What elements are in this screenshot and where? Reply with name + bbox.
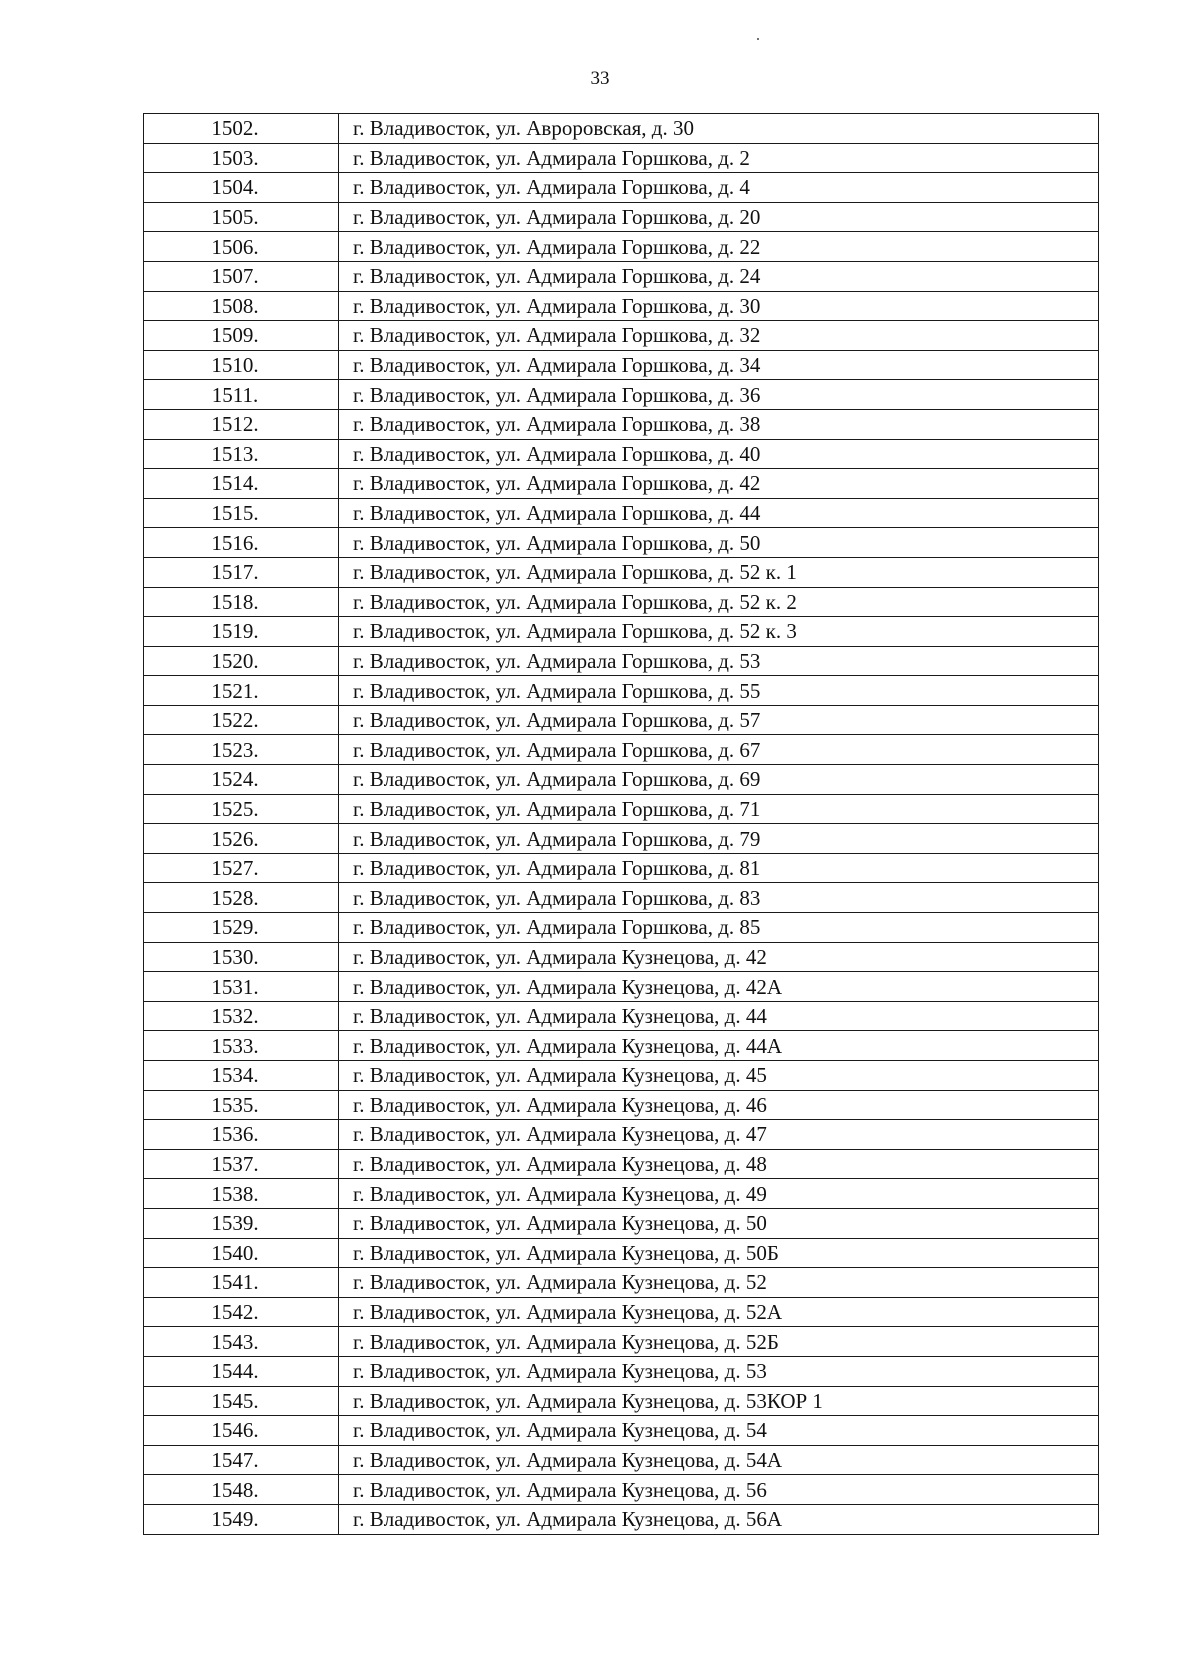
table-row — [144, 469, 1099, 499]
row-number-cell: 1541. — [144, 1268, 339, 1298]
address-cell: г. Владивосток, ул. Адмирала Горшкова, д. 52 к. 2 — [339, 587, 1099, 617]
row-number-cell: 1543. — [144, 1327, 339, 1357]
row-number-cell: 1530. — [144, 942, 339, 972]
row-number-cell: 1509. — [144, 321, 339, 351]
row-number-cell: 1533. — [144, 1031, 339, 1061]
address-cell: г. Владивосток, ул. Адмирала Кузнецова, д. 45 — [339, 1061, 1099, 1091]
table-row — [144, 1031, 1099, 1061]
address-cell: г. Владивосток, ул. Адмирала Горшкова, д. 32 — [339, 321, 1099, 351]
table-row — [144, 1297, 1099, 1327]
table-row — [144, 557, 1099, 587]
address-cell: г. Владивосток, ул. Адмирала Горшкова, д. 71 — [339, 794, 1099, 824]
row-number-cell: 1502. — [144, 114, 339, 144]
address-cell: г. Владивосток, ул. Адмирала Горшкова, д. 83 — [339, 883, 1099, 913]
table-row — [144, 1356, 1099, 1386]
row-number-cell: 1520. — [144, 646, 339, 676]
address-table-container — [143, 113, 1098, 1535]
row-number-cell: 1511. — [144, 380, 339, 410]
address-table-body — [144, 114, 1099, 1535]
address-cell: г. Владивосток, ул. Адмирала Горшкова, д. 22 — [339, 232, 1099, 262]
row-number-cell: 1526. — [144, 824, 339, 854]
row-number-cell: 1518. — [144, 587, 339, 617]
row-number-cell: 1542. — [144, 1297, 339, 1327]
table-row — [144, 1445, 1099, 1475]
table-row — [144, 350, 1099, 380]
row-number-cell: 1507. — [144, 261, 339, 291]
table-row — [144, 646, 1099, 676]
row-number-cell: 1536. — [144, 1120, 339, 1150]
address-cell: г. Владивосток, ул. Адмирала Горшкова, д. 20 — [339, 202, 1099, 232]
row-number-cell: 1505. — [144, 202, 339, 232]
address-cell: г. Владивосток, ул. Адмирала Кузнецова, д. 47 — [339, 1120, 1099, 1150]
address-cell: г. Владивосток, ул. Адмирала Горшкова, д. 34 — [339, 350, 1099, 380]
table-row — [144, 1475, 1099, 1505]
address-cell: г. Владивосток, ул. Адмирала Горшкова, д. 81 — [339, 853, 1099, 883]
table-row — [144, 439, 1099, 469]
row-number-cell: 1510. — [144, 350, 339, 380]
table-row — [144, 735, 1099, 765]
table-row — [144, 173, 1099, 203]
address-cell: г. Владивосток, ул. Адмирала Горшкова, д. 52 к. 3 — [339, 617, 1099, 647]
scan-speck — [757, 38, 759, 40]
row-number-cell: 1548. — [144, 1475, 339, 1505]
table-row — [144, 1327, 1099, 1357]
row-number-cell: 1546. — [144, 1416, 339, 1446]
address-cell: г. Владивосток, ул. Адмирала Кузнецова, д. 52Б — [339, 1327, 1099, 1357]
table-row — [144, 1268, 1099, 1298]
table-row — [144, 1208, 1099, 1238]
row-number-cell: 1525. — [144, 794, 339, 824]
table-row — [144, 261, 1099, 291]
address-cell: г. Владивосток, ул. Адмирала Горшкова, д. 57 — [339, 705, 1099, 735]
address-cell: г. Владивосток, ул. Адмирала Горшкова, д. 44 — [339, 498, 1099, 528]
row-number-cell: 1508. — [144, 291, 339, 321]
row-number-cell: 1537. — [144, 1149, 339, 1179]
address-cell: г. Владивосток, ул. Адмирала Горшкова, д. 69 — [339, 765, 1099, 795]
row-number-cell: 1512. — [144, 409, 339, 439]
table-row — [144, 1120, 1099, 1150]
address-cell: г. Владивосток, ул. Адмирала Горшкова, д. 53 — [339, 646, 1099, 676]
address-cell: г. Владивосток, ул. Адмирала Кузнецова, д. 56А — [339, 1504, 1099, 1534]
table-row — [144, 321, 1099, 351]
table-row — [144, 1386, 1099, 1416]
address-cell: г. Владивосток, ул. Адмирала Кузнецова, д. 48 — [339, 1149, 1099, 1179]
row-number-cell: 1547. — [144, 1445, 339, 1475]
address-cell: г. Владивосток, ул. Адмирала Горшкова, д. 67 — [339, 735, 1099, 765]
row-number-cell: 1516. — [144, 528, 339, 558]
address-cell: г. Владивосток, ул. Адмирала Кузнецова, д. 44А — [339, 1031, 1099, 1061]
row-number-cell: 1532. — [144, 1001, 339, 1031]
table-row — [144, 1238, 1099, 1268]
row-number-cell: 1531. — [144, 972, 339, 1002]
table-row — [144, 202, 1099, 232]
table-row — [144, 1179, 1099, 1209]
address-cell: г. Владивосток, ул. Адмирала Кузнецова, д. 50 — [339, 1208, 1099, 1238]
address-cell: г. Владивосток, ул. Адмирала Кузнецова, д. 52 — [339, 1268, 1099, 1298]
row-number-cell: 1514. — [144, 469, 339, 499]
row-number-cell: 1504. — [144, 173, 339, 203]
address-cell: г. Владивосток, ул. Адмирала Кузнецова, д. 44 — [339, 1001, 1099, 1031]
address-cell: г. Владивосток, ул. Адмирала Горшкова, д. 36 — [339, 380, 1099, 410]
row-number-cell: 1506. — [144, 232, 339, 262]
table-row — [144, 380, 1099, 410]
address-cell: г. Владивосток, ул. Адмирала Горшкова, д. 30 — [339, 291, 1099, 321]
table-row — [144, 1061, 1099, 1091]
row-number-cell: 1539. — [144, 1208, 339, 1238]
table-row — [144, 498, 1099, 528]
row-number-cell: 1523. — [144, 735, 339, 765]
address-cell: г. Владивосток, ул. Авроровская, д. 30 — [339, 114, 1099, 144]
address-cell: г. Владивосток, ул. Адмирала Кузнецова, д. 56 — [339, 1475, 1099, 1505]
address-cell: г. Владивосток, ул. Адмирала Горшкова, д. 42 — [339, 469, 1099, 499]
row-number-cell: 1522. — [144, 705, 339, 735]
table-row — [144, 528, 1099, 558]
row-number-cell: 1521. — [144, 676, 339, 706]
address-cell: г. Владивосток, ул. Адмирала Горшкова, д. 24 — [339, 261, 1099, 291]
row-number-cell: 1540. — [144, 1238, 339, 1268]
table-row — [144, 1149, 1099, 1179]
table-row — [144, 1504, 1099, 1534]
table-row — [144, 794, 1099, 824]
table-row — [144, 232, 1099, 262]
address-cell: г. Владивосток, ул. Адмирала Кузнецова, д. 42А — [339, 972, 1099, 1002]
row-number-cell: 1513. — [144, 439, 339, 469]
address-cell: г. Владивосток, ул. Адмирала Горшкова, д. 40 — [339, 439, 1099, 469]
table-row — [144, 883, 1099, 913]
table-row — [144, 1001, 1099, 1031]
table-row — [144, 765, 1099, 795]
address-cell: г. Владивосток, ул. Адмирала Кузнецова, д. 49 — [339, 1179, 1099, 1209]
table-row — [144, 143, 1099, 173]
page-number: 33 — [590, 68, 610, 89]
table-row — [144, 913, 1099, 943]
table-row — [144, 1416, 1099, 1446]
address-cell: г. Владивосток, ул. Адмирала Горшкова, д. 79 — [339, 824, 1099, 854]
table-row — [144, 291, 1099, 321]
table-row — [144, 824, 1099, 854]
address-cell: г. Владивосток, ул. Адмирала Кузнецова, д. 52А — [339, 1297, 1099, 1327]
row-number-cell: 1535. — [144, 1090, 339, 1120]
address-cell: г. Владивосток, ул. Адмирала Кузнецова, д. 54А — [339, 1445, 1099, 1475]
row-number-cell: 1538. — [144, 1179, 339, 1209]
address-cell: г. Владивосток, ул. Адмирала Кузнецова, д. 50Б — [339, 1238, 1099, 1268]
address-cell: г. Владивосток, ул. Адмирала Кузнецова, д. 46 — [339, 1090, 1099, 1120]
address-cell: г. Владивосток, ул. Адмирала Горшкова, д. 52 к. 1 — [339, 557, 1099, 587]
table-row — [144, 1090, 1099, 1120]
address-cell: г. Владивосток, ул. Адмирала Горшкова, д. 4 — [339, 173, 1099, 203]
address-cell: г. Владивосток, ул. Адмирала Горшкова, д. 2 — [339, 143, 1099, 173]
address-cell: г. Владивосток, ул. Адмирала Горшкова, д. 38 — [339, 409, 1099, 439]
row-number-cell: 1527. — [144, 853, 339, 883]
address-table — [143, 113, 1099, 1535]
address-cell: г. Владивосток, ул. Адмирала Кузнецова, д. 53 — [339, 1356, 1099, 1386]
table-row — [144, 676, 1099, 706]
row-number-cell: 1524. — [144, 765, 339, 795]
row-number-cell: 1529. — [144, 913, 339, 943]
table-row — [144, 972, 1099, 1002]
row-number-cell: 1517. — [144, 557, 339, 587]
row-number-cell: 1515. — [144, 498, 339, 528]
row-number-cell: 1534. — [144, 1061, 339, 1091]
table-row — [144, 942, 1099, 972]
address-cell: г. Владивосток, ул. Адмирала Кузнецова, д. 42 — [339, 942, 1099, 972]
table-row — [144, 705, 1099, 735]
address-cell: г. Владивосток, ул. Адмирала Кузнецова, д. 54 — [339, 1416, 1099, 1446]
row-number-cell: 1549. — [144, 1504, 339, 1534]
row-number-cell: 1528. — [144, 883, 339, 913]
table-row — [144, 409, 1099, 439]
table-row — [144, 114, 1099, 144]
table-row — [144, 617, 1099, 647]
row-number-cell: 1544. — [144, 1356, 339, 1386]
row-number-cell: 1545. — [144, 1386, 339, 1416]
address-cell: г. Владивосток, ул. Адмирала Горшкова, д. 85 — [339, 913, 1099, 943]
address-cell: г. Владивосток, ул. Адмирала Горшкова, д. 50 — [339, 528, 1099, 558]
table-row — [144, 853, 1099, 883]
row-number-cell: 1519. — [144, 617, 339, 647]
table-row — [144, 587, 1099, 617]
address-cell: г. Владивосток, ул. Адмирала Горшкова, д. 55 — [339, 676, 1099, 706]
address-cell: г. Владивосток, ул. Адмирала Кузнецова, д. 53КОР 1 — [339, 1386, 1099, 1416]
row-number-cell: 1503. — [144, 143, 339, 173]
